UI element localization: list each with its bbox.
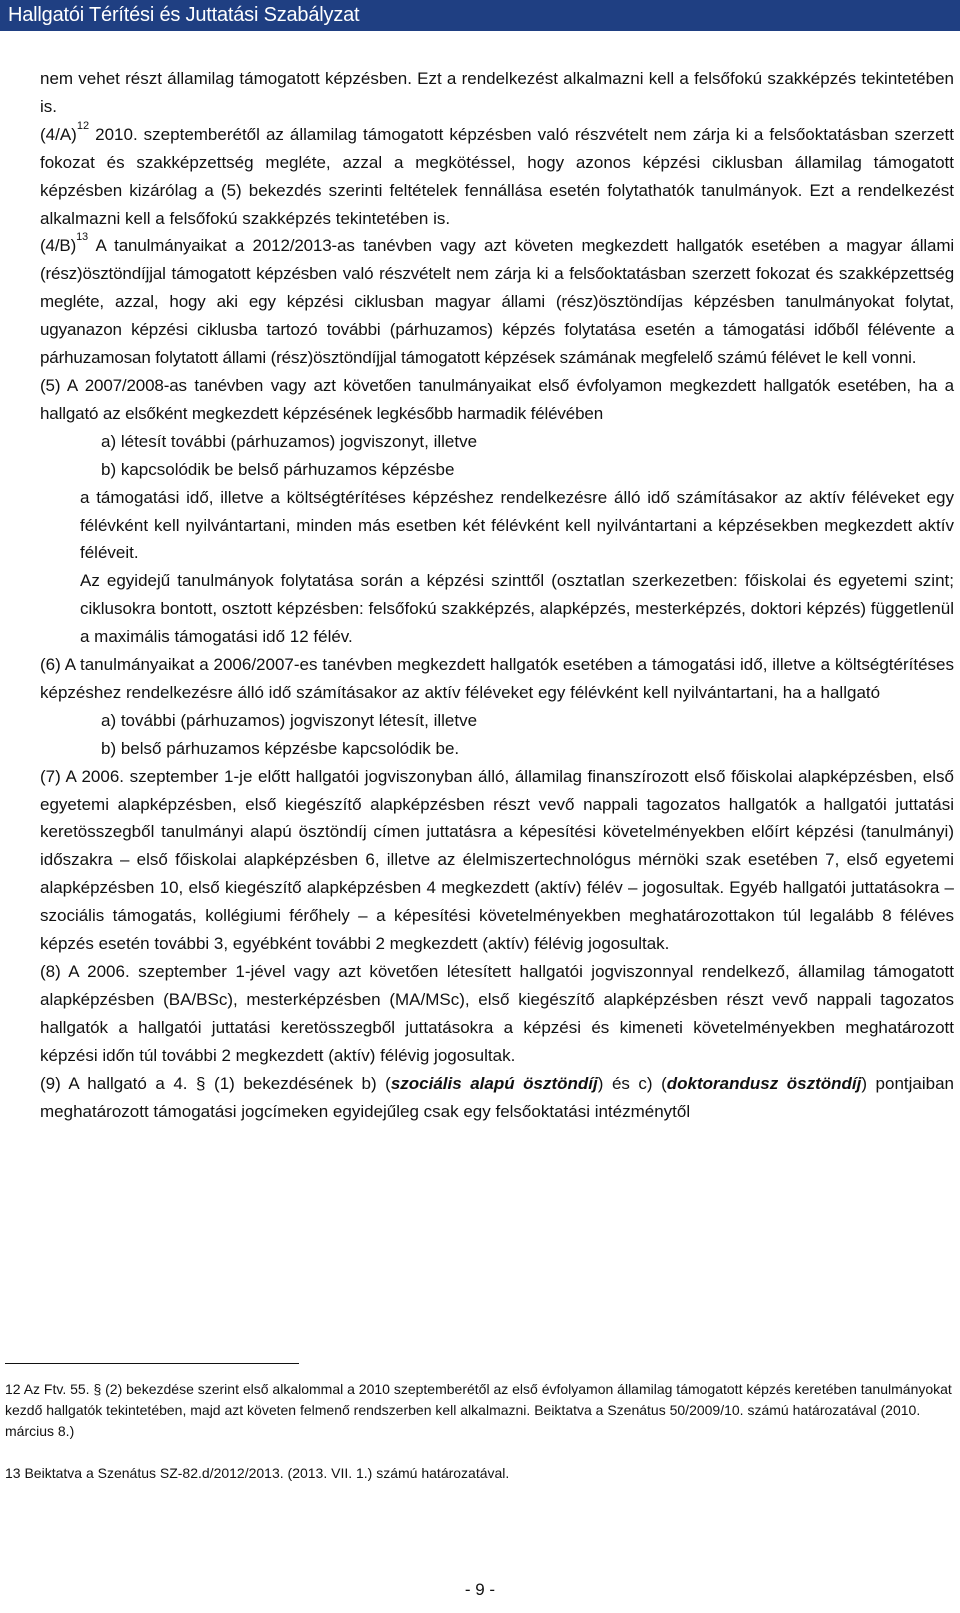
document-body	[40, 65, 954, 1125]
paragraph-7: (7) A 2006. szeptember 1-je előtt hallgatói jogviszonyban álló, államilag finanszírozott első főiskolai alapképzésben, első egyetemi alapképzésben, első kiegészítő alapképzésben részt vevő nappali tagozatos hallgatók a hallgatói juttatási keretösszegből tanulmányi alapú ösztöndíj címen juttatásra a képesítési követelményekben előírt képzési (tanulmányi) időszakra – első főiskolai alapképzésben 6, illetve az élelmiszertechnológus mérnöki szak esetében 7, első egyetemi alapképzésben 10, első kiegészítő alapképzésben 4 megkezdett (aktív) félév – jogosultak. Egyéb hallgatói juttatásokra – szociális támogatás, kollégiumi férőhely – a képesítési követelményekben meghatározottakon túl legalább 8 féléves képzés esetén további 3, egyébként további 2 megkezdett (aktív) félévig jogosultak.	[40, 766, 954, 954]
paragraph-4b: $(4/B)^{13}$ A tanulmányaikat a 2012/2013-as tanévben vagy azt követen megkezdett hallgatók esetében a magyar állami (rész)ösztöndíjjal támogatott képzésben való részvételt nem zárja ki a felsőoktatásban szerzett fokozat és szakképzettség megléte, azzal, hogy aki egy képzési ciklusban magyar állami (rész)ösztöndíjas képzésben tanulmányokat folytat, ugyanazon képzési ciklusba tartozó további (párhuzamos) képzés folytatása esetén a támogatási időből félévente a párhuzamosan folytatott állami (rész)ösztöndíjjal támogatott képzések számának megfelelő számú félévet le kell vonni.	[40, 231, 954, 368]
footnote-ref-13[interactable]: 13	[76, 231, 89, 244]
document-header	[0, 0, 960, 31]
term-doktorandusz-osztondij: doktorandusz ösztöndíj	[666, 1073, 862, 1093]
paragraph-continuation: nem vehet részt államilag támogatott képzésben. Ezt a rendelkezést alkalmazni kell a felsőfokú szakképzés tekintetében is.	[40, 69, 954, 116]
paragraph-6: (6) A tanulmányaikat a 2006/2007-es tanévben megkezdett hallgatók esetében a támogatási idő, illetve a költségtérítéses képzéshez rendelkezésre álló idő számításakor az aktív féléveket egy félévként kell nyilvántartani, ha a hallgató	[40, 655, 954, 702]
paragraph-4a: $(4/A)^{12}$ 2010. szeptemberétől az államilag támogatott képzésben való részvételt nem zárja ki a felsőoktatásban szerzett fokozat és szakképzettség megléte, azzal a megkötéssel, hogy azonos képzési ciklusban államilag támogatott képzésben kizárólag a (5) bekezdés szerinti feltételek fennállása esetén folytathatók tanulmányok. Ezt a rendelkezést alkalmazni kell a felsőfokú szakképzés tekintetében is.	[40, 119, 954, 228]
footnote-13: 13 Beiktatva a Szenátus SZ-82.d/2012/2013. (2013. VII. 1.) számú határozatával.	[5, 1465, 510, 1481]
footnote-number: 13	[5, 1465, 21, 1481]
paragraph-5-continuation: a támogatási idő, illetve a költségtérítéses képzéshez rendelkezésre álló idő számításakor az aktív féléveket egy félévként kell nyilvántartani, minden más esetben két félévként kell nyilvántartani a képzésekben megkezdett aktív féléveit.	[80, 487, 954, 563]
page-number: - 9 -	[464, 1580, 496, 1599]
footnote-separator	[5, 1363, 299, 1364]
paragraph-6-item-b: b) belső párhuzamos képzésbe kapcsolódik be.	[101, 738, 460, 758]
paragraph-5-item-b: b) kapcsolódik be belső párhuzamos képzésbe	[101, 459, 455, 479]
paragraph-9: (9) A hallgató a 4. § (1) bekezdésének b) (szociális alapú ösztöndíj) és c) (doktorandusz ösztöndíj) pontjaiban meghatározott támogatási jogcímeken egyidejűleg csak egy felsőoktatási intézménytől	[40, 1073, 955, 1121]
paragraph-5-continuation-2: Az egyidejű tanulmányok folytatása során a képzési szinttől (osztatlan szerkezetben: főiskolai és egyetemi szint; ciklusokra bontott, osztott képzésben: felsőfokú szakképzés, alapképzés, mesterképzés, doktori képzés) függetlenül a maximális támogatási idő 12 félév.	[80, 571, 954, 647]
footnote-number: 12	[5, 1381, 21, 1397]
footnotes	[5, 1379, 955, 1484]
paragraph-5: (5) A 2007/2008-as tanévben vagy azt követően tanulmányaikat első évfolyamon megkezdett hallgatók esetében, ha a hallgató az elsőként megkezdett képzésének legkésőbb harmadik félévében	[40, 375, 954, 423]
term-szocialis-osztondij: szociális alapú ösztöndíj	[390, 1073, 598, 1093]
footnote-ref-12[interactable]: 12	[76, 119, 90, 132]
paragraph-5-item-a: a) létesít további (párhuzamos) jogviszonyt, illetve	[101, 431, 478, 451]
paragraph-8: (8) A 2006. szeptember 1-jével vagy azt követően létesített hallgatói jogviszonnyal rendelkező, államilag támogatott alapképzésben (BA/BSc), mesterképzésben (MA/MSc), első kiegészítő alapképzésben részt vevő nappali tagozatos hallgatók a hallgatói juttatási keretösszegből juttatásokra a képzési és kimeneti követelményekben meghatározott képzési időn túl további 2 megkezdett (aktív) félévig jogosultak.	[40, 962, 954, 1065]
footnote-12: 12 Az Ftv. 55. § (2) bekezdése szerint első alkalommal a 2010 szeptemberétől az első évfolyamon államilag támogatott képzés keretében tanulmányokat kezdő hallgatók tekintetében, majd azt követen felmenő rendszerben kell alkalmazni. Beiktatva a Szenátus 50/2009/10. számú határozatával (2010. március 8.)	[5, 1381, 952, 1439]
document-title: Hallgatói Térítési és Juttatási Szabályzat	[8, 4, 360, 26]
paragraph-6-item-a: a) további (párhuzamos) jogviszonyt létesít, illetve	[101, 710, 478, 730]
